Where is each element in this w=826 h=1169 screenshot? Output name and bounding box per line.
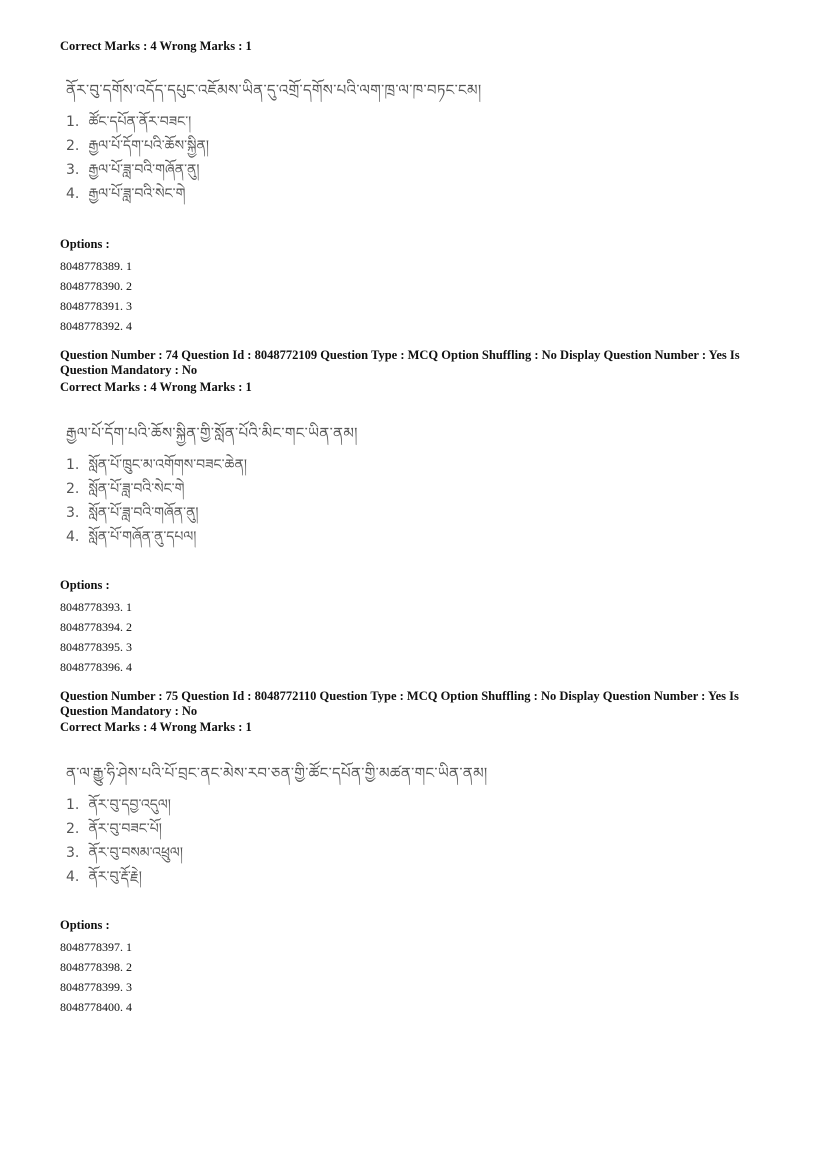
q74-header-line: Question Number : 74 Question Id : 8048772109 Question Type : MCQ Option Shuffling : No Display Question Number : Yes Is	[60, 348, 740, 362]
q74-choice: 3. སློན་པོ་ཟླ་བའི་གཞོན་ནུ།	[66, 505, 199, 521]
q74-question-image	[66, 423, 496, 549]
option-row: 8048778395. 3	[60, 640, 132, 654]
option-row: 8048778394. 2	[60, 620, 132, 634]
q75-question-image	[66, 763, 496, 889]
q75-question-text: ན་ལ་རྒྱུ་ཧི་ཤེས་པའི་པོ་བྲང་ནང་མེས་རབ་ཅན་གྱི་ཚོང་དཔོན་གྱི་མཚན་གང་ཡིན་ནམ།	[66, 764, 488, 782]
option-row: 8048778400. 4	[60, 1000, 132, 1014]
option-row: 8048778389. 1	[60, 259, 132, 273]
q74-choice: 1. སློན་པོ་ཁྲུང་མ་འགོགས་བཟང་ཆེན།	[66, 457, 247, 473]
q75-choice: 4. ནོར་བུ་རྡོ་རྗེ།	[66, 869, 142, 885]
q74-choice: 4. སློན་པོ་གཞོན་ནུ་དཔལ།	[66, 529, 197, 545]
q73-choice: 2. རྒྱལ་པོ་དོག་པའི་ཆོས་སྐྱིན།	[66, 138, 209, 154]
option-row: 8048778399. 3	[60, 980, 132, 994]
q75-header-line2: Question Mandatory : No	[60, 704, 198, 718]
option-row: 8048778392. 4	[60, 319, 132, 333]
q73-choice: 4. རྒྱལ་པོ་ཟླ་བའི་སེང་གེ	[66, 186, 186, 202]
option-row: 8048778397. 1	[60, 940, 132, 954]
option-row: 8048778391. 3	[60, 299, 132, 313]
q75-header	[60, 689, 760, 719]
q74-header-line2: Question Mandatory : No	[60, 363, 198, 377]
options-label: Options :	[60, 578, 110, 592]
q73-question-text: ནོར་བུ་དགོས་འདོད་དཔུང་འཇོམས་ཡིན་དུ་འགྲོ་དགོས་པའི་ལག་ཁྲ་ལ་ཁ་བཏང་ངམ།	[66, 81, 482, 99]
q73-question-image	[66, 80, 496, 206]
q75-choice: 2. ནོར་བུ་བཟང་པོ།	[66, 821, 162, 837]
options-label: Options :	[60, 237, 110, 251]
q75-choice: 1. ནོར་བུ་དབྱ་འདུལ།	[66, 797, 171, 813]
q75-marks: Correct Marks : 4 Wrong Marks : 1	[60, 720, 252, 734]
option-row: 8048778393. 1	[60, 600, 132, 614]
q73-choice: 3. རྒྱལ་པོ་ཟླ་བའི་གཞོན་ནུ།	[66, 162, 200, 178]
q75-options	[60, 918, 760, 1017]
q73-marks: Correct Marks : 4 Wrong Marks : 1	[60, 39, 252, 53]
q75-header-line: Question Number : 75 Question Id : 8048772110 Question Type : MCQ Option Shuffling : No Display Question Number : Yes Is	[60, 689, 739, 703]
q73-options	[60, 237, 760, 336]
q74-options	[60, 578, 760, 677]
q74-question-text: རྒྱལ་པོ་དོག་པའི་ཆོས་སྐྱིན་གྱི་སློན་པོའི་མིང་གང་ཡིན་ནམ།	[66, 424, 358, 442]
q74-choice: 2. སློན་པོ་ཟླ་བའི་སེང་གེ	[66, 481, 185, 497]
q73-choice: 1. ཚོང་དཔོན་ནོར་བཟང་།	[66, 114, 192, 130]
q74-header	[60, 348, 760, 378]
option-row: 8048778398. 2	[60, 960, 132, 974]
q75-choice: 3. ནོར་བུ་བསམ་འཕྲུལ།	[66, 845, 183, 861]
option-row: 8048778390. 2	[60, 279, 132, 293]
options-label: Options :	[60, 918, 110, 932]
q74-marks: Correct Marks : 4 Wrong Marks : 1	[60, 380, 252, 394]
option-row: 8048778396. 4	[60, 660, 132, 674]
